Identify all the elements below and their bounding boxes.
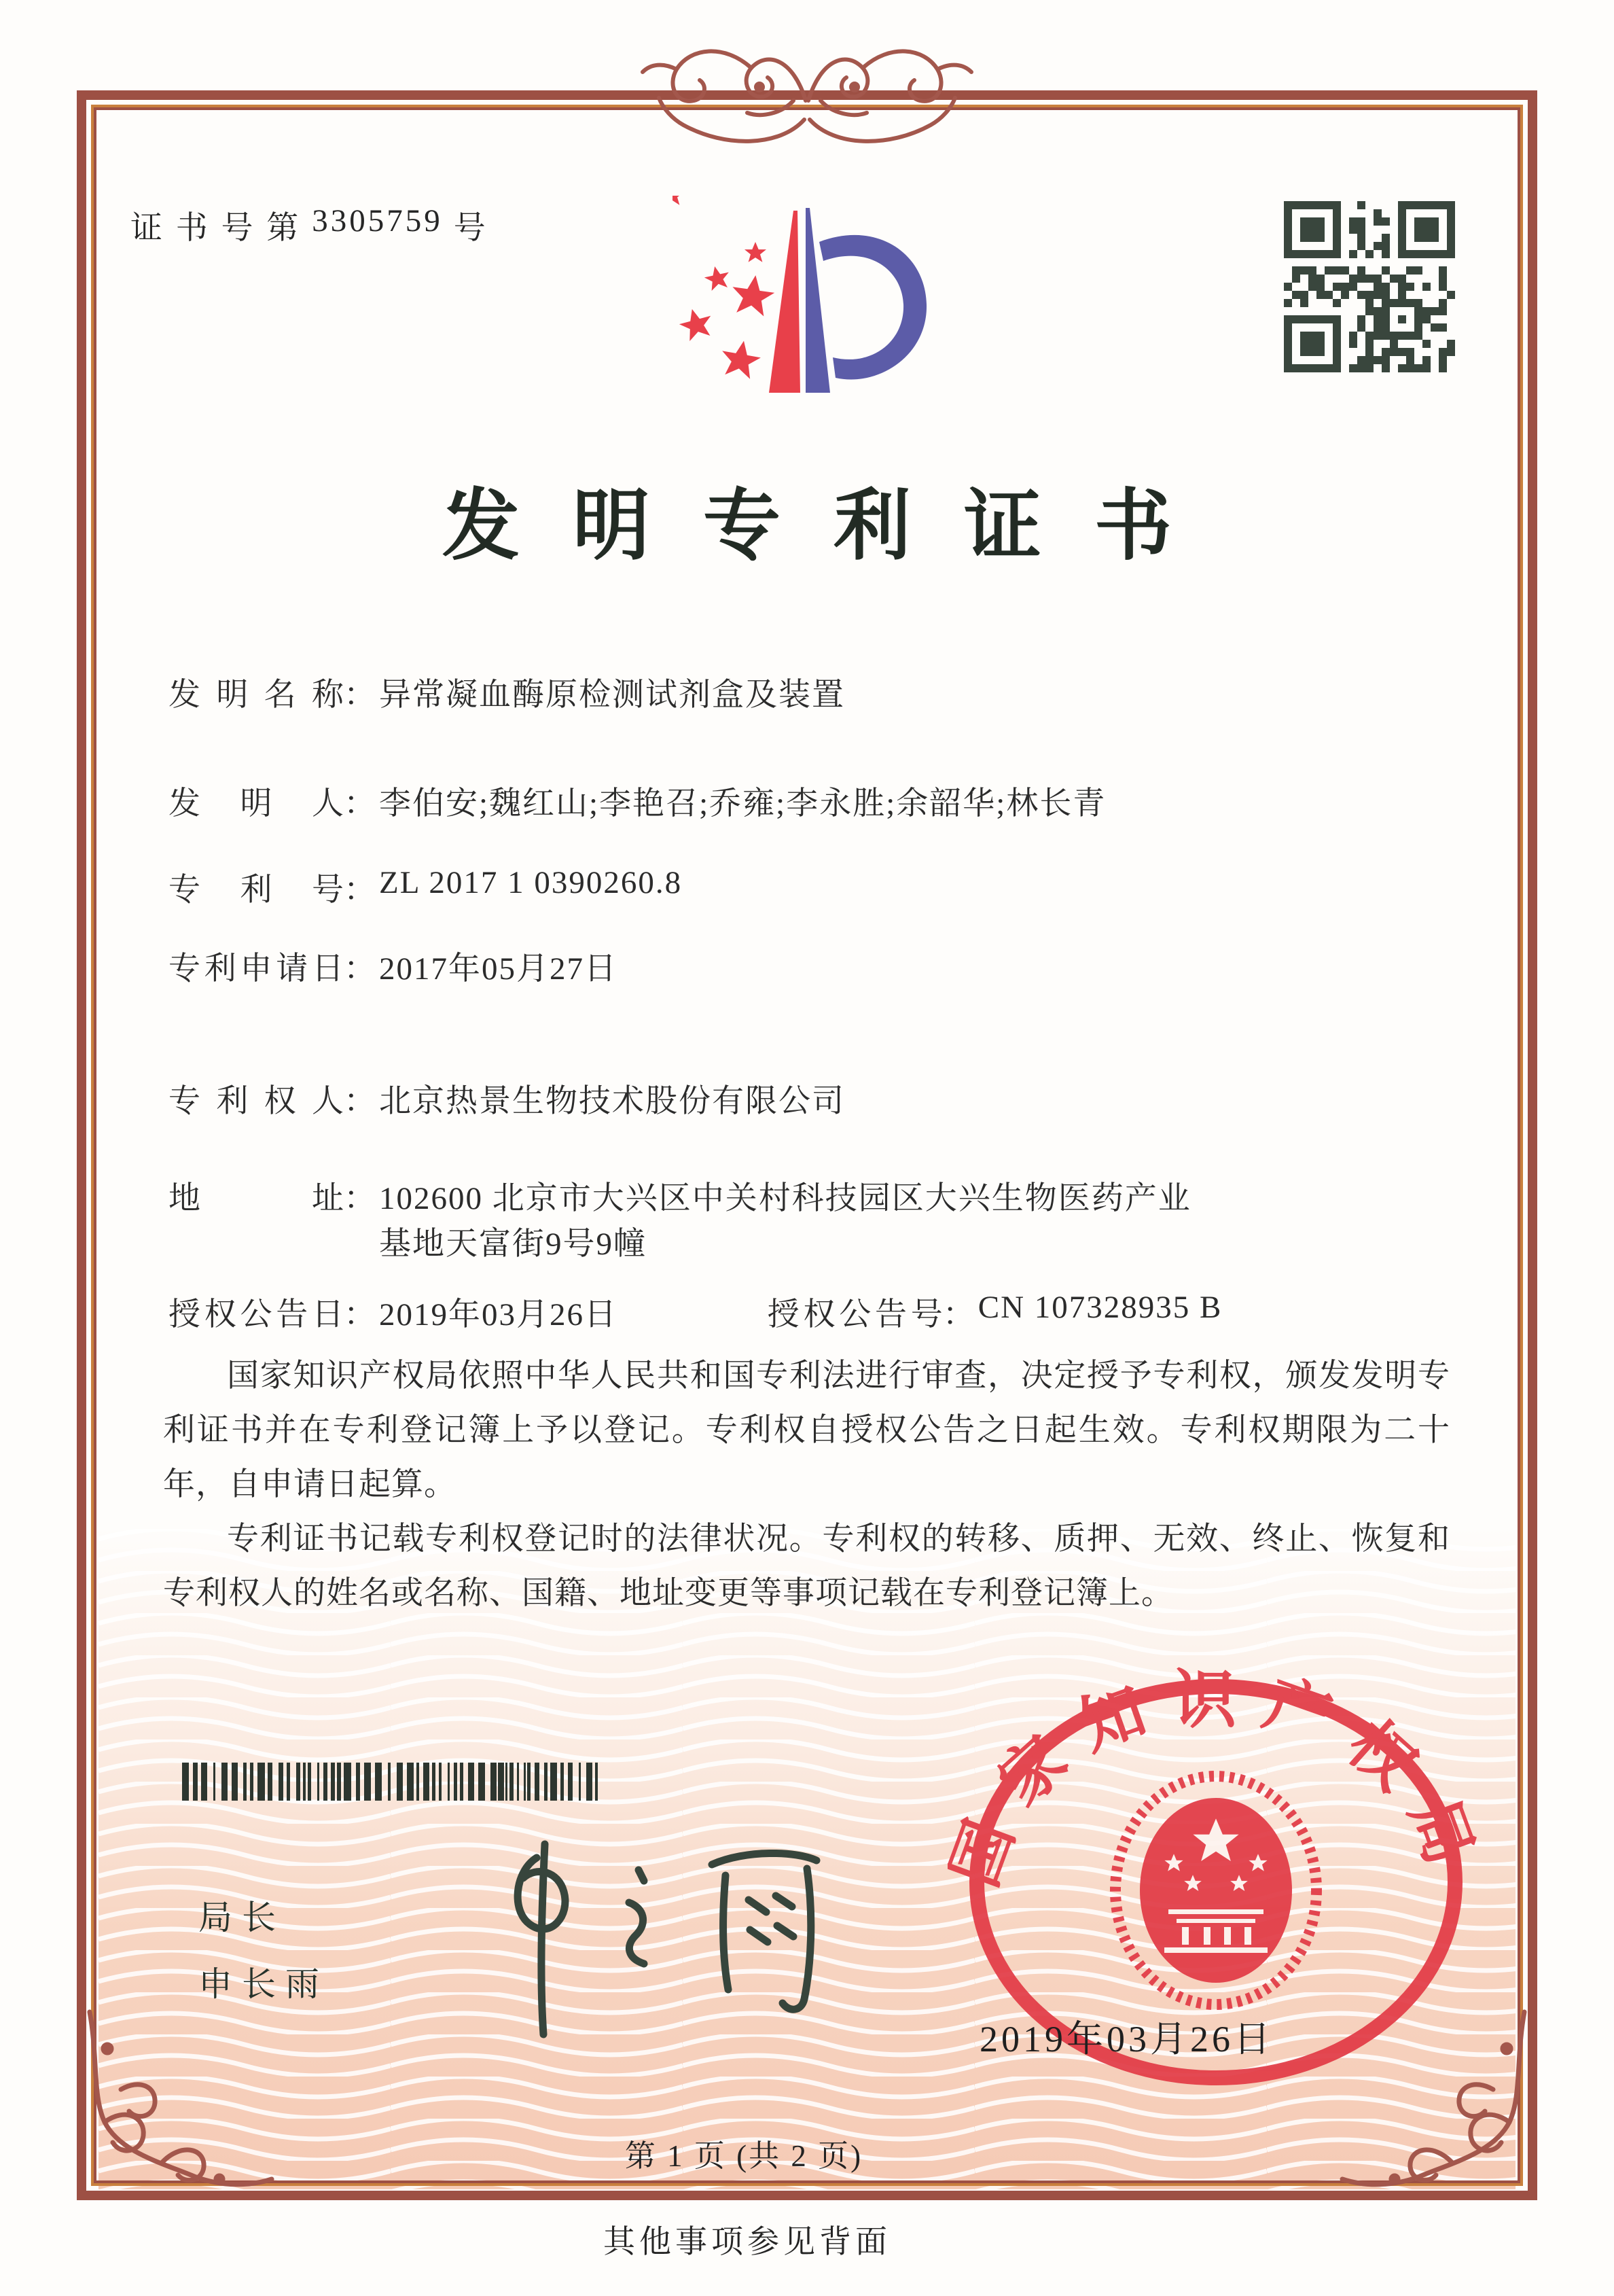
field-label: 授权公告日 xyxy=(168,1297,344,1332)
legal-text-block xyxy=(163,1349,1450,1621)
field-colon: ： xyxy=(344,1181,376,1216)
certificate-number-suffix: 号 xyxy=(453,211,488,246)
field-value: CN 107328935 B xyxy=(978,1290,1223,1325)
field-grant-date xyxy=(168,1289,759,1335)
address-line-2: 基地天富街9号9幢 xyxy=(379,1226,647,1262)
certificate-number-value: 3305759 xyxy=(312,203,443,239)
field-value: 异常凝血酶原检测试剂盒及装置 xyxy=(379,677,845,713)
director-name-label: 申长雨 xyxy=(198,1965,329,2003)
barcode xyxy=(182,1763,609,1801)
field-value: 北京热景生物技术股份有限公司 xyxy=(379,1084,845,1119)
certificate-title: 发明专利证书 xyxy=(442,483,1225,569)
field-patentee xyxy=(168,1076,845,1121)
dragon-pair-ornament xyxy=(617,33,997,179)
field-label: 专利权人 xyxy=(168,1084,344,1119)
field-filing-date xyxy=(168,943,617,989)
field-label: 专利号 xyxy=(168,872,344,908)
field-invention-name xyxy=(168,669,845,715)
cnipa-logo-icon xyxy=(672,196,937,417)
seal-date: 2019年03月26日 xyxy=(980,2019,1274,2060)
field-address xyxy=(168,1173,1283,1264)
director-signature-handwriting xyxy=(435,1826,856,2054)
field-colon: ： xyxy=(344,786,376,822)
back-side-note: 其他事项参见背面 xyxy=(603,2225,891,2260)
seal-agency-text: 国家知识产权局 xyxy=(948,1666,1484,1896)
field-label: 专利申请日 xyxy=(168,951,344,987)
director-title-label: 局长 xyxy=(198,1898,285,1937)
field-grant-number xyxy=(759,1290,1223,1332)
legal-paragraph-2: 专利证书记载专利权登记时的法律状况。专利权的转移、质押、无效、终止、恢复和专利权人的姓名或名称、国籍、地址变更等事项记载在专利登记簿上。 xyxy=(163,1521,1450,1611)
field-colon: ： xyxy=(942,1297,975,1332)
field-value: 2017年05月27日 xyxy=(379,951,617,987)
field-colon: ： xyxy=(344,1297,376,1332)
field-value xyxy=(379,1173,1283,1264)
field-colon: ： xyxy=(344,677,376,713)
field-value: 李伯安;魏红山;李艳召;乔雍;李永胜;余韶华;林长青 xyxy=(379,786,1107,822)
field-label: 地址 xyxy=(168,1181,344,1216)
national-emblem xyxy=(1115,1776,1316,2004)
field-colon: ： xyxy=(344,951,376,987)
field-label: 发明人 xyxy=(168,786,344,822)
field-grant-row xyxy=(168,1289,1222,1335)
field-label: 授权公告号 xyxy=(767,1297,943,1332)
field-value: ZL 2017 1 0390260.8 xyxy=(379,865,683,900)
legal-paragraph-1: 国家知识产权局依照中华人民共和国专利法进行审查，决定授予专利权，颁发发明专利证书并在专利登记簿上予以登记。专利权自授权公告之日起生效。专利权期限为二十年，自申请日起算。 xyxy=(163,1358,1450,1502)
page-number: 第 1 页 (共 2 页) xyxy=(624,2139,863,2173)
field-colon: ： xyxy=(344,1084,376,1119)
field-patent-number xyxy=(168,864,682,910)
field-inventors xyxy=(168,778,1106,824)
field-label: 发明名称 xyxy=(168,677,344,713)
corner-flourish-left xyxy=(80,2008,277,2205)
certificate-number xyxy=(130,202,488,248)
qr-code xyxy=(1284,201,1458,375)
address-line-1: 102600 北京市大兴区中关村科技园区大兴生物医药产业 xyxy=(379,1181,1191,1216)
certificate-number-prefix: 证 书 号 第 xyxy=(130,211,302,246)
field-colon: ： xyxy=(344,872,376,908)
field-value: 2019年03月26日 xyxy=(379,1297,617,1332)
